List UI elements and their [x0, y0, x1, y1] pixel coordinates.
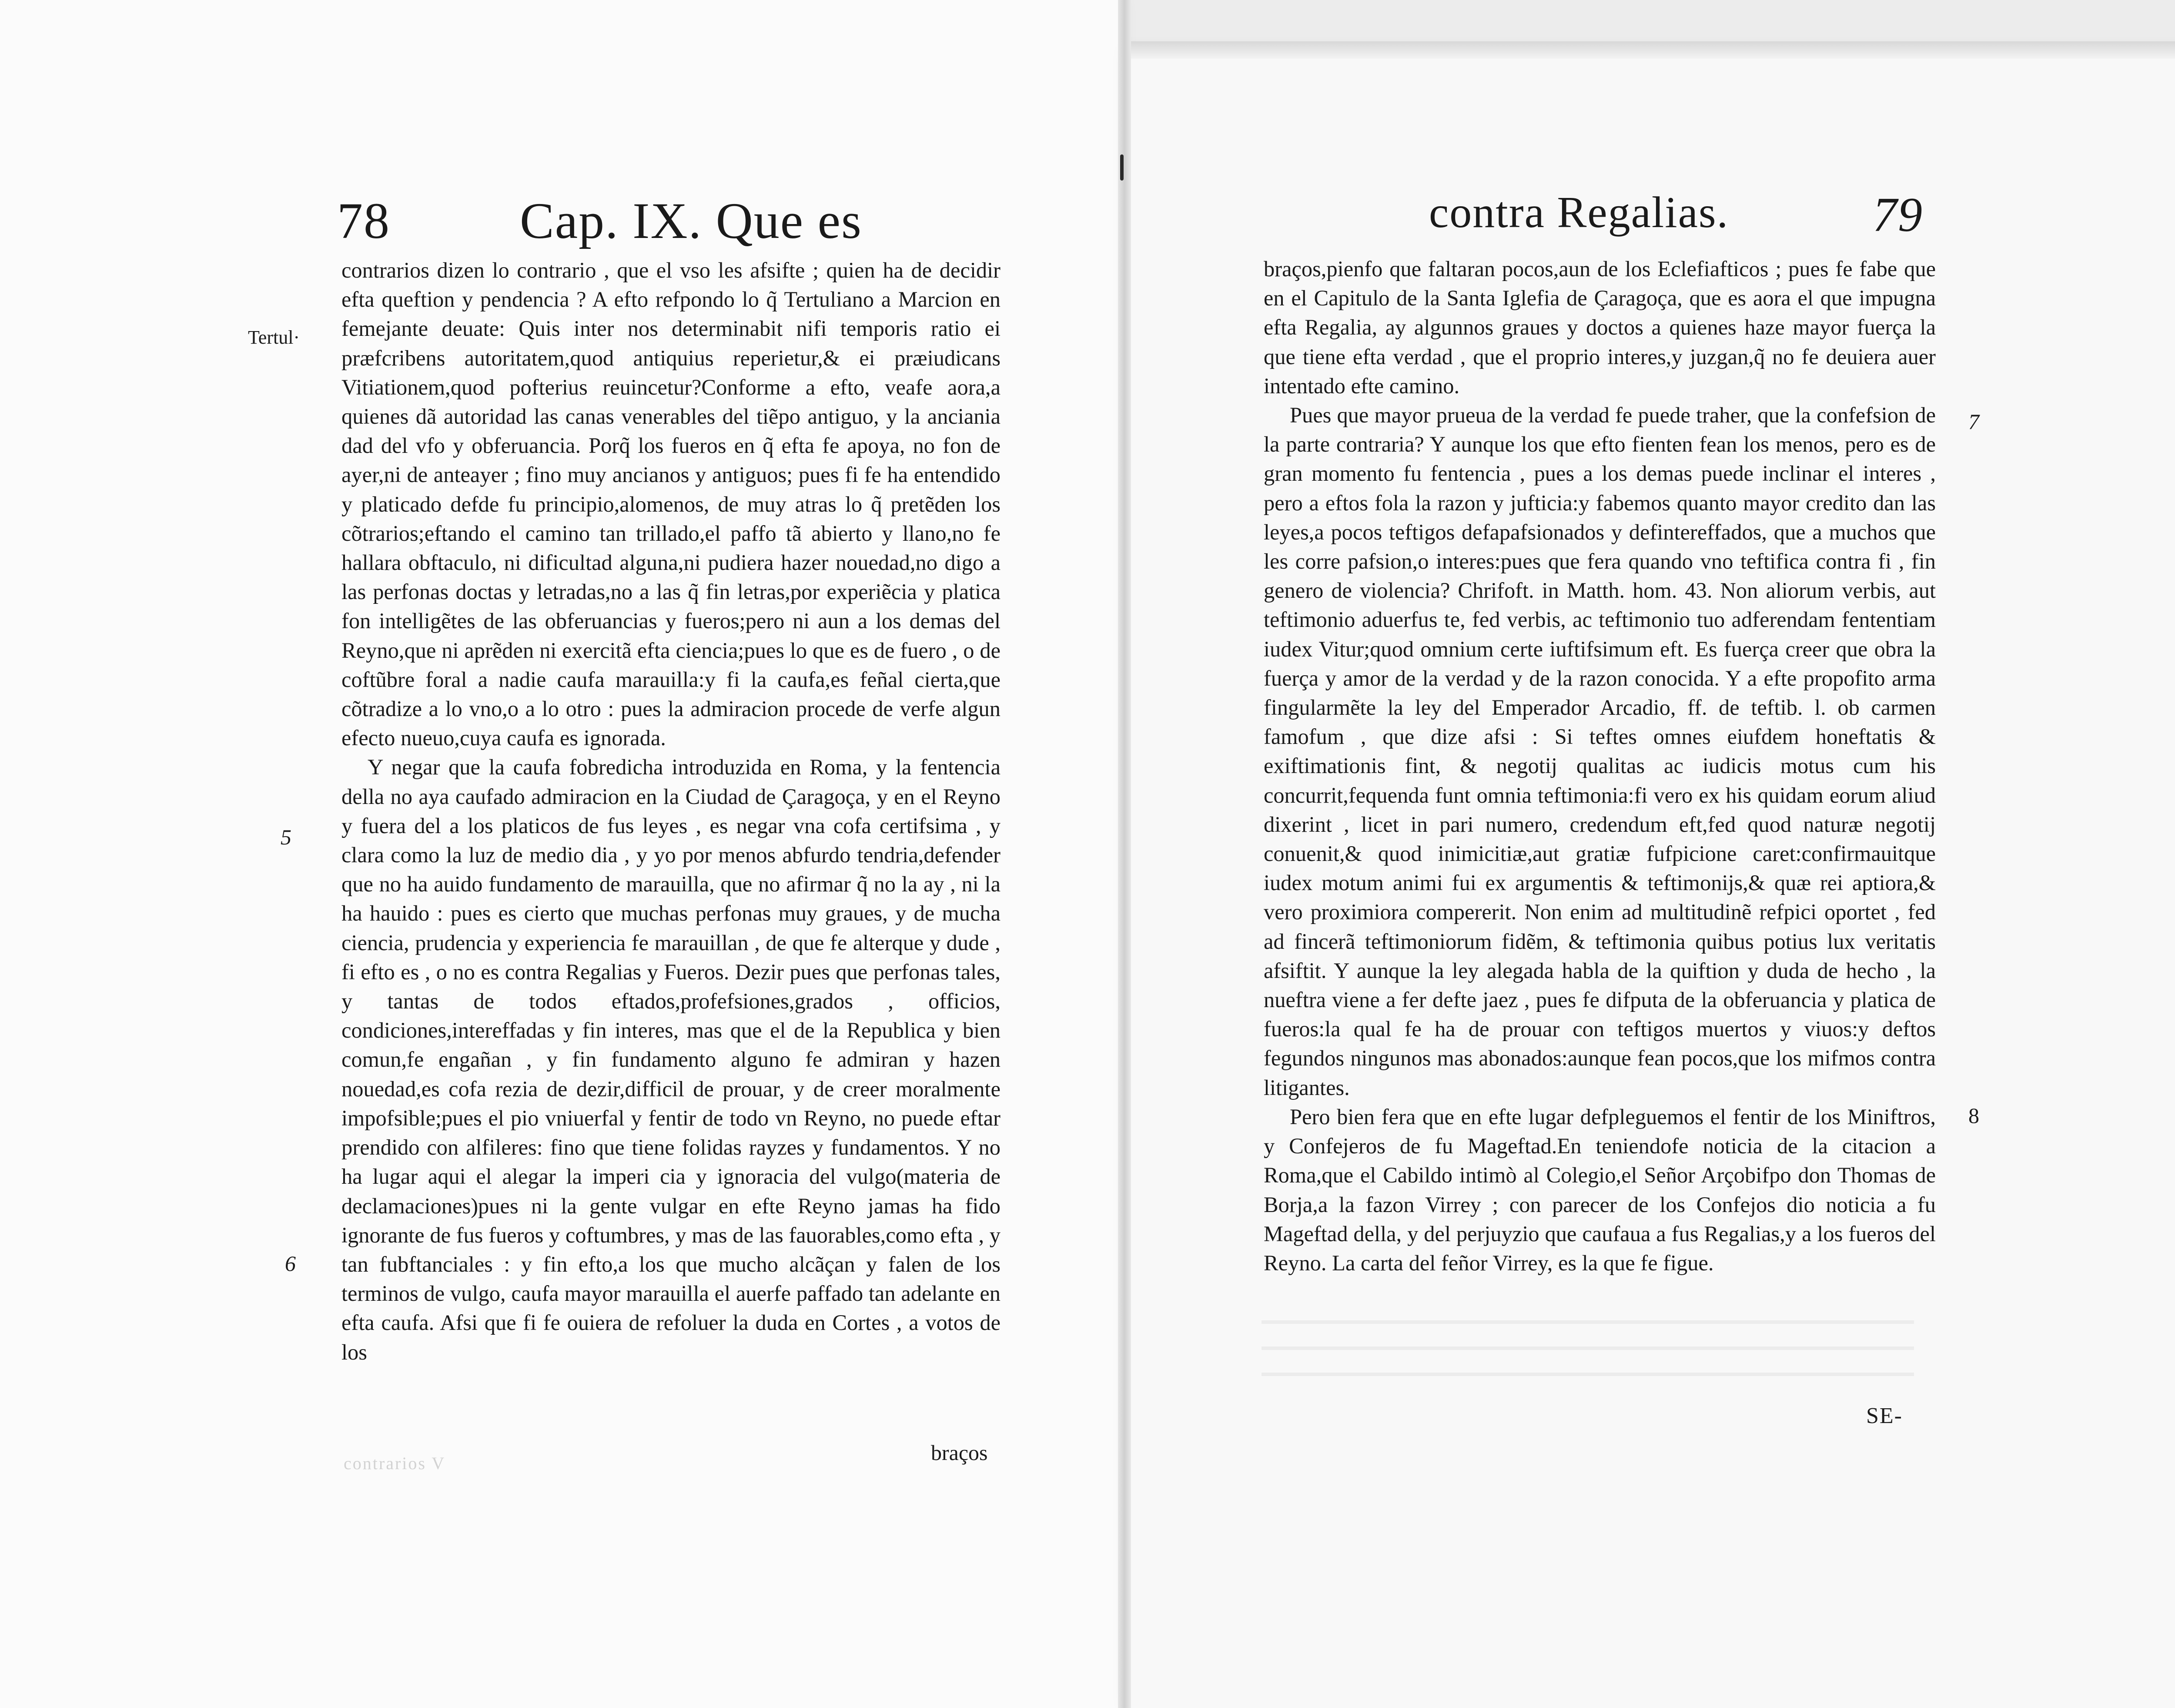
margin-note-5: 5 [281, 825, 291, 849]
book-gutter [1118, 0, 1131, 1708]
right-paragraph-2: Pues que mayor prueua de la verdad fe puede traher, que la confefsion de la parte contraria? Y aunque los que efto fienten fean los menos, pero es de gran momento fu fentencia , pues a los demas puede inclinar el interes , pero a eftos fola la razon y jufticia:y fabemos quanto mayor credito dan las leyes,a pocos teftigos defapafsionados y defintereffados, que a muchos que les corre pafsion,o interes:pues que fera quando vno teftifica contra fi , fin genero de violencia? Chrifoft. in Matth. hom. 43. Non aliorum verbis, aut teftimonio aduerfus te, fed verbis, ac teftimonio tuo adferendam fententiam iudex Vitur;quod omnium certe iuftifsimum eft. Es fuerça creer que obra la fuerça y amor de la verdad y de la razon conocida. Y a efte propofito arma fingularmẽte la ley del Emperador Arcadio, ff. de teftib. l. ob carmen famofum , que dize afsi : Si teftes omnes eiufdem honeftatis & exiftimationis fint, & negotij qualitas ac iudicis motus cum his concurrit,fequenda funt omnia teftimonia:fi vero ex his quidam eorum aliud dixerint , licet in pari numero, credendum eft,fed quod naturæ negotij conuenit,& quod inimicitiæ,aut gratiæ fufpicione caret:confirmauitque iudex motum animi fui ex argumentis & teftimonijs,& quæ rei aptiora,& vero proximiora compererit. Non enim ad multitudinẽ refpici oportet , fed ad fincerã teftimoniorum fidẽm, & teftimonia quibus potius lux veritatis afsiftit. Y aunque la ley alegada habla de la quiftion y duda de hecho , la nueftra viene a fer defte jaez , pues fe difputa de la obferuancia y platica de fueros:la qual fe ha de prouar con teftigos muertos y viuos:y deftos fegundos ningunos mas abonados:aunque fean pocos,que los mifmos contra litigantes. [1264, 403, 1936, 1100]
bleed-through-line [1262, 1346, 1914, 1350]
gutter-mark [1120, 154, 1124, 181]
left-paragraph-2: Y negar que la caufa fobredicha introduzida en Roma, y la fentencia della no aya caufado admiracion en la Ciudad de Çaragoça, y en el Reyno y fuera del a los platicos de fus leyes , es negar vna cofa certifsima , y clara como la luz de medio dia , y yo por menos abfurdo tendria,defender que no ha auido fundamento de marauilla, que no afirmar q̃ no la ay , ni la ha hauido : pues es cierto que muchas perfonas muy graues, y de mucha ciencia, prudencia y experiencia fe marauillan , de que fe alterque y dude , fi efto es , o no es contra Regalias y Fueros. Dezir pues que perfonas tales, y tantas de todos eftados,profefsiones,grados , officios, condiciones,intereffadas y fin interes, mas que el de la Republica y bien comun,fe engañan , y fin fundamento alguno fe admiran y hazen nouedad,es cofa rezia de dezir,difficil de prouar, y de creer moralmente impofsible;pues el pio vniuerfal y fentir de todo vn Reyno, no puede eftar prendido con alfileres: fino que tiene folidas rayzes y fundamentos. Y no ha lugar aqui el alegar la imperi cia y ignoracia del vulgo(materia de declamaciones)pues ni la gente vulgar en efte Reyno jamas ha fido ignorante de fus fueros y coftumbres, y mas de las fauorables,como efta , y tan fubftanciales : y fin efto,a los que mucho alcãçan y falen de los terminos de vulgo, caufa mayor marauilla el auerfe paffado tan adelante en efta caufa. Afsi que fi fe ouiera de refoluer la duda en Cortes , a votos de los [341, 755, 1000, 1364]
left-paragraph-1: contrarios dizen lo contrario , que el vso les afsifte ; quien ha de decidir efta queftion y pendencia ? A efto refpondo lo q̃ Tertuliano a Marcion en femejante deuate: Quis inter nos determinabit nifi temporis ratio ei præfcribens autoritatem,quod antiquius reperietur,& ei præiudicans Vitiationem,quod pofterius reuincetur?Conforme a efto, veafe aora,a quienes dã autoridad las canas venerables del tiẽpo antiguo, y la anciania dad del vfo y obferuancia. Porq̃ los fueros en q̃ efta fe apoya, no fon de ayer,ni de anteayer ; fino muy ancianos y antiguos; pues fi fe ha entendido y platicado defde fu principio,alomenos, de muy atras lo q̃ pretẽden los cõtrarios;eftando el camino tan trillado,el paffo tã abierto y llano,no fe hallara obftaculo, ni dificultad alguna,ni pudiera hazer nouedad,no digo a las perfonas doctas y letradas,no a las q̃ fin letras,por experiẽcia y platica fon intelligẽtes de las obferuancias y fueros;pero ni aun a los demas del Reyno,que ni aprẽden ni exercitã efta ciencia;pues lo que es de fuero , o de coftũbre foral a nadie caufa marauilla:y fi la caufa,es feñal cierta,que cõtradize a lo vno,o a lo otro : pues la admiracion procede de verfe algun efecto nueuo,cuya caufa es ignorada. [341, 258, 1000, 750]
margin-note-6: 6 [285, 1251, 296, 1276]
right-paragraph-1: braços,pienfo que faltaran pocos,aun de los Eclefiafticos ; pues fe fabe que en el Capitulo de la Santa Iglefia de Çaragoça, que es aora el que impugna efta Regalia, ay algunnos graues y doctos a quienes haze mayor fuerça la que tiene efta verdad , que el proprio interes,y juzgan,q̃ no fe deuiera auer intentado efte camino. [1264, 257, 1936, 398]
margin-note-tertul: Tertul· [248, 327, 300, 348]
running-title-left: Cap. IX. Que es [520, 192, 862, 249]
left-body-text [341, 256, 1000, 1465]
right-page-top-edge [1131, 41, 2175, 59]
page-number-right: 79 [1873, 188, 1923, 242]
page-number-left: 78 [337, 192, 390, 249]
catchword-left: braços [931, 1440, 988, 1465]
bleed-through-line [1262, 1320, 1914, 1324]
bleed-through-line [1262, 1373, 1914, 1376]
right-body-text [1264, 255, 1936, 1309]
right-paragraph-3: Pero bien fera que en efte lugar defpleguemos el fentir de los Miniftros, y Confejeros de fu Mageftad.En teniendofe noticia de la citacion a Roma,que el Cabildo intimò al Colegio,el Señor Arçobifpo don Thomas de Borja,a la fazon Virrey ; con parecer de los Confejos dio noticia a fu Mageftad della, y del perjuyzio que caufaua a fus Regalias,y a los fueros del Reyno. La carta del feñor Virrey, es la que fe figue. [1264, 1104, 1936, 1275]
margin-note-7: 7 [1968, 409, 1979, 434]
margin-note-8: 8 [1968, 1103, 1979, 1128]
bleed-through-left: contrarios V [344, 1453, 446, 1473]
running-title-right: contra Regalias. [1429, 188, 1729, 237]
signature-mark-right: SE- [1866, 1403, 1903, 1428]
